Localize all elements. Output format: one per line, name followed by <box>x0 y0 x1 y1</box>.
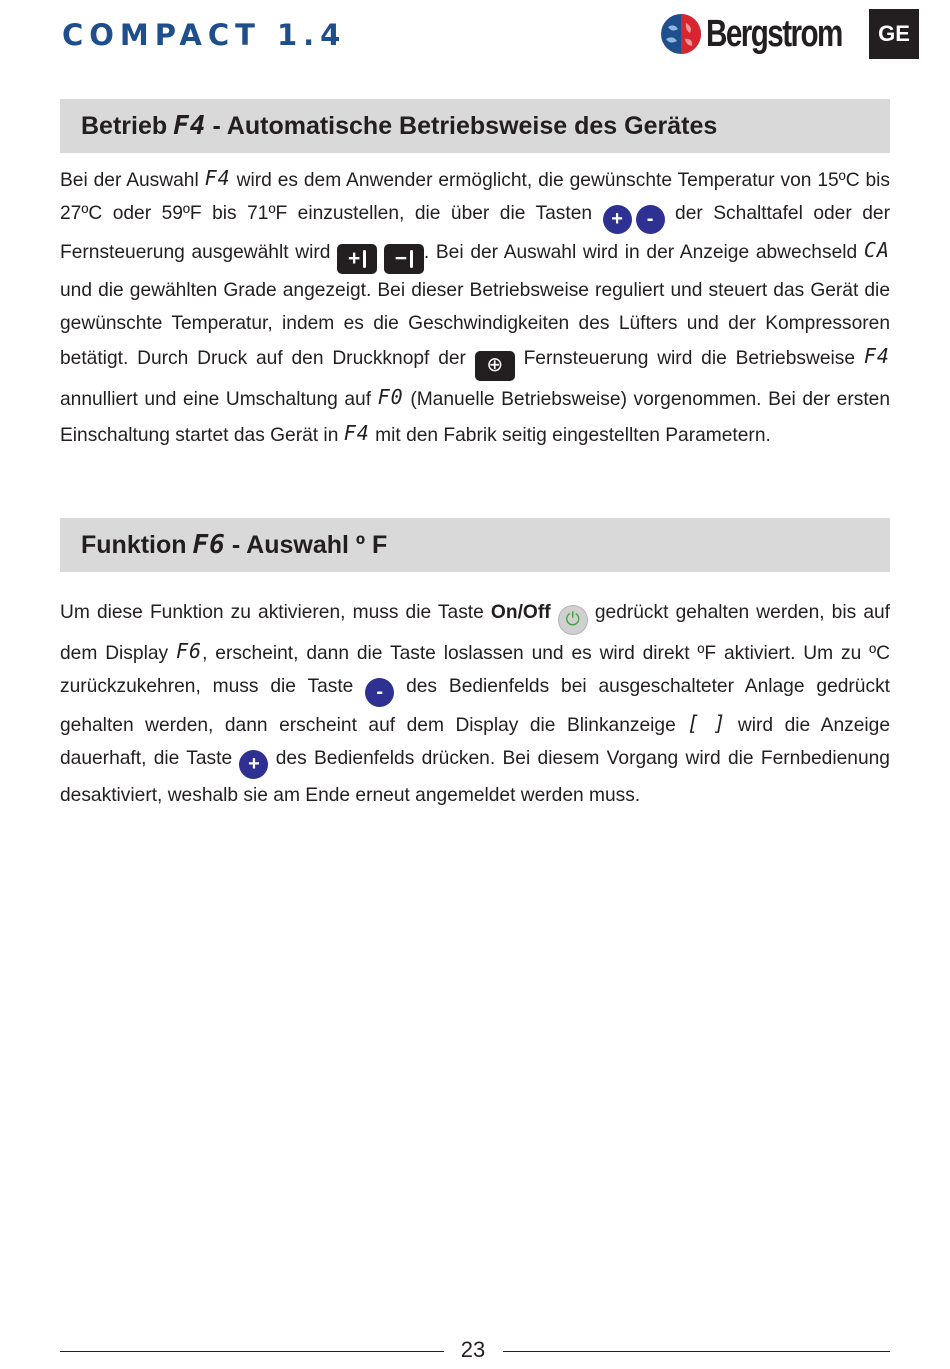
text-fragment: . Bei der Auswahl wird in der Anzeige abwechseld <box>423 241 858 263</box>
text-fragment: des Bedienfelds drücken. Bei diesem Vorgang wird die Fernbedienung desaktiviert, weshalb sie am Ende erneut angemeldet werden muss. <box>60 748 890 806</box>
text-fragment: wird es dem Anwender ermöglicht, die gewünschte Temperatur von 15ºC bis 27ºC oder 59ºF bis 71ºF einzustellen, die über die Tasten <box>60 170 890 225</box>
footer-rule-right <box>503 1351 890 1352</box>
display-code-f6: F6 <box>175 638 203 663</box>
remote-plus-sign: + <box>348 246 361 270</box>
display-code-f6: F6 <box>192 530 226 560</box>
section-heading-text <box>81 530 387 560</box>
section-heading-automatic-mode <box>60 99 890 153</box>
text-fragment: , erscheint, dann die Taste loslassen und es wird direkt ºF aktiviert. Um zu ºC zurückzukehren, muss die Taste <box>60 642 890 698</box>
plus-button-icon: + <box>603 205 632 234</box>
text-fragment: Fernsteuerung wird die Betriebsweise <box>523 348 856 370</box>
text-fragment: (Manuelle Betriebsweise) vorgenommen. Bei der ersten Einschaltung startet das Gerät in <box>60 389 890 446</box>
document-title: COMPACT 1.4 <box>62 18 347 52</box>
minus-button-icon: - <box>636 205 665 234</box>
text-fragment: des Bedienfelds bei ausgeschalteter Anlage gedrückt gehalten werden, dann erscheint auf dem Display die Blinkanzeige <box>60 676 890 736</box>
section-heading-text <box>81 111 717 141</box>
text-fragment: und die gewählten Grade angezeigt. Bei dieser Betriebsweise reguliert und steuert das Gerät die gewünschte Temperatur, indem es die Geschwindigkeiten des Lüfters und der Kompressoren betätigt. Durch Druck auf den Druckknopf der <box>60 279 890 370</box>
section-heading-fahrenheit <box>60 518 890 572</box>
footer-rule-left <box>60 1351 444 1352</box>
text-fragment: wird die Anzeige dauerhaft, die Taste <box>60 714 890 770</box>
text-fragment: gedrückt gehalten werden, bis auf dem Display <box>60 602 890 664</box>
heading-prefix: Funktion <box>81 530 187 559</box>
text-fragment: der Schalttafel oder der Fernsteuerung ausgewählt wird <box>60 203 890 263</box>
text-fragment: annulliert und eine Umschaltung auf <box>60 389 372 411</box>
text-fragment: Bei der Auswahl <box>60 170 199 191</box>
hemisphere-logo-icon <box>660 13 702 55</box>
heading-suffix: - Automatische Betriebsweise des Gerätes <box>212 111 718 140</box>
text-fragment: Um diese Funktion zu aktivieren, muss die Taste <box>60 602 484 623</box>
display-code-f4: F4 <box>863 344 890 369</box>
plus-button-icon: + <box>239 750 268 779</box>
thermometer-icon <box>410 250 413 268</box>
brand-name: Bergstrom <box>706 12 842 55</box>
fan-button-icon: ⊕ <box>475 351 515 381</box>
brand-logo <box>660 10 880 58</box>
remote-temp-minus-icon <box>384 244 424 274</box>
page-number: 23 <box>460 1337 486 1362</box>
paragraph-fahrenheit <box>60 596 890 812</box>
heading-prefix: Betrieb <box>81 111 168 140</box>
display-code-f4: F4 <box>204 166 231 190</box>
remote-minus-sign: − <box>394 246 407 270</box>
display-blink-code: [ ] <box>687 710 727 735</box>
display-code-f0: F0 <box>377 385 404 410</box>
thermometer-icon <box>363 250 366 268</box>
display-code-ca: CA <box>863 237 890 262</box>
minus-button-icon: - <box>365 678 394 707</box>
on-off-label: On/Off <box>490 602 551 623</box>
paragraph-automatic-mode <box>60 162 890 452</box>
remote-temp-plus-icon <box>337 244 377 274</box>
text-fragment: mit den Fabrik seitig eingestellten Parametern. <box>375 424 771 446</box>
power-button-icon: ⏻ <box>558 605 588 635</box>
language-badge: GE <box>869 9 919 59</box>
display-code-f4: F4 <box>343 420 370 445</box>
display-code-f4: F4 <box>173 111 207 141</box>
heading-suffix: - Auswahl º F <box>231 530 388 559</box>
